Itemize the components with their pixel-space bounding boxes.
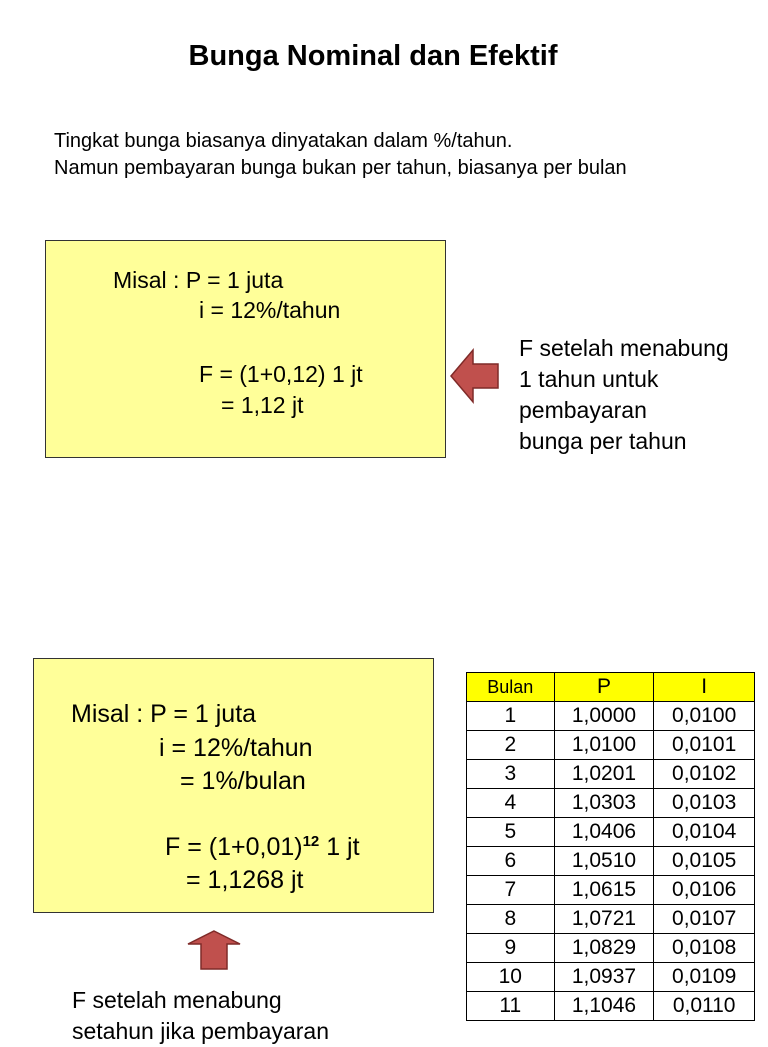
header-i: I: [654, 673, 755, 702]
cell-bulan: 7: [467, 876, 555, 905]
monthly-interest-table: [466, 672, 755, 1021]
note-annual: [519, 333, 729, 457]
header-p: P: [554, 673, 654, 702]
cell-i: 0,0107: [654, 905, 755, 934]
cell-p: 1,0000: [554, 702, 654, 731]
cell-i: 0,0100: [654, 702, 755, 731]
table-row: [467, 992, 755, 1021]
cell-p: 1,0406: [554, 818, 654, 847]
example-monthly-box: [33, 658, 434, 913]
table-row: [467, 789, 755, 818]
intro-line-1: Tingkat bunga biasanya dinyatakan dalam %/tahun.: [54, 130, 513, 152]
note-monthly: [72, 985, 329, 1047]
cell-i: 0,0104: [654, 818, 755, 847]
cell-p: 1,0937: [554, 963, 654, 992]
table-row: [467, 847, 755, 876]
note2-line-1: F setelah menabung: [72, 987, 282, 1013]
cell-bulan: 8: [467, 905, 555, 934]
table-row: [467, 934, 755, 963]
cell-bulan: 3: [467, 760, 555, 789]
page-title: Bunga Nominal dan Efektif: [188, 40, 558, 72]
cell-bulan: 5: [467, 818, 555, 847]
example1-line-4: = 1,12 jt: [221, 392, 304, 418]
arrow-up-icon: [186, 929, 242, 971]
example-annual-box: [45, 240, 446, 458]
cell-bulan: 6: [467, 847, 555, 876]
note1-line-4: bunga per tahun: [519, 428, 687, 454]
cell-p: 1,0201: [554, 760, 654, 789]
table-row: [467, 731, 755, 760]
cell-i: 0,0109: [654, 963, 755, 992]
note1-line-2: 1 tahun untuk: [519, 366, 659, 392]
cell-i: 0,0105: [654, 847, 755, 876]
cell-p: 1,0721: [554, 905, 654, 934]
example2-exponent: 12: [302, 833, 320, 850]
cell-i: 0,0110: [654, 992, 755, 1021]
cell-bulan: 11: [467, 992, 555, 1021]
cell-i: 0,0102: [654, 760, 755, 789]
table-row: [467, 963, 755, 992]
cell-i: 0,0101: [654, 731, 755, 760]
cell-p: 1,0615: [554, 876, 654, 905]
intro-text: [54, 128, 627, 182]
note2-line-2: setahun jika pembayaran: [72, 1018, 329, 1044]
cell-bulan: 1: [467, 702, 555, 731]
table-header-row: [467, 673, 755, 702]
cell-bulan: 10: [467, 963, 555, 992]
note1-line-3: pembayaran: [519, 397, 647, 423]
table-row: [467, 702, 755, 731]
cell-p: 1,0303: [554, 789, 654, 818]
cell-bulan: 2: [467, 731, 555, 760]
example2-line-2: i = 12%/tahun: [159, 734, 313, 762]
example2-line-3: = 1%/bulan: [180, 767, 306, 795]
cell-p: 1,0510: [554, 847, 654, 876]
cell-i: 0,0103: [654, 789, 755, 818]
arrow-left-icon: [449, 347, 501, 405]
note1-line-1: F setelah menabung: [519, 335, 729, 361]
cell-p: 1,1046: [554, 992, 654, 1021]
cell-bulan: 9: [467, 934, 555, 963]
cell-p: 1,0100: [554, 731, 654, 760]
table-row: [467, 760, 755, 789]
example2-line-4: [165, 833, 360, 862]
example2-line-4-base: F = (1+0,01): [165, 833, 303, 861]
example1-line-1: Misal : P = 1 juta: [113, 267, 284, 293]
intro-line-2: Namun pembayaran bunga bukan per tahun, biasanya per bulan: [54, 157, 627, 179]
cell-i: 0,0106: [654, 876, 755, 905]
example2-line-5: = 1,1268 jt: [186, 866, 304, 894]
example2-line-1: Misal : P = 1 juta: [71, 700, 257, 728]
cell-i: 0,0108: [654, 934, 755, 963]
example2-line-4-tail: 1 jt: [319, 833, 360, 861]
cell-p: 1,0829: [554, 934, 654, 963]
table-row: [467, 876, 755, 905]
header-bulan: Bulan: [467, 673, 555, 702]
example1-line-3: F = (1+0,12) 1 jt: [199, 361, 363, 387]
cell-bulan: 4: [467, 789, 555, 818]
table-row: [467, 818, 755, 847]
table-row: [467, 905, 755, 934]
example1-line-2: i = 12%/tahun: [199, 297, 341, 323]
